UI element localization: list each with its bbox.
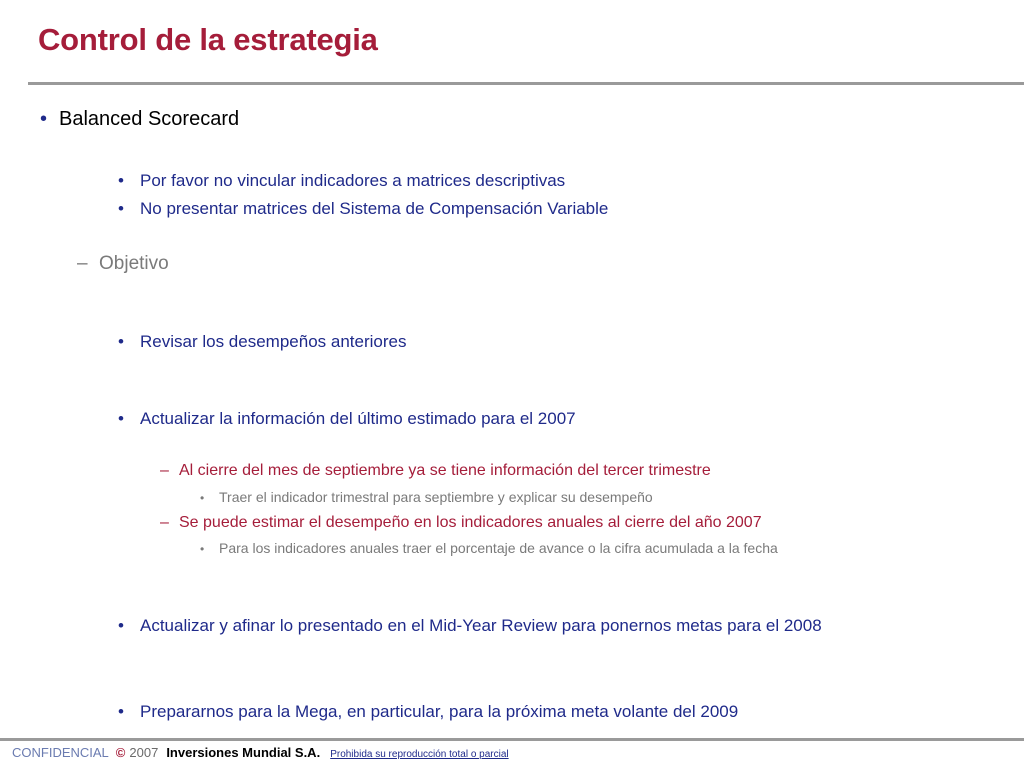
bullet-objective-2 bbox=[118, 409, 576, 429]
bullet-text: No presentar matrices del Sistema de Compensación Variable bbox=[140, 199, 609, 218]
bullet-text: Revisar los desempeños anteriores bbox=[140, 332, 407, 351]
bullet-text: Para los indicadores anuales traer el porcentaje de avance o la cifra acumulada a la fecha bbox=[219, 540, 778, 556]
dash-icon: – bbox=[77, 253, 88, 274]
footer-divider bbox=[0, 738, 1024, 741]
bullet-note-2 bbox=[118, 199, 608, 219]
dash-objective-2-sub-2 bbox=[160, 514, 762, 532]
dash-objective-2-sub-1 bbox=[160, 462, 711, 480]
bullet-balanced-scorecard bbox=[40, 108, 239, 131]
copyright-icon: © bbox=[115, 745, 126, 760]
bullet-dot-icon: • bbox=[118, 702, 124, 721]
dash-text: Al cierre del mes de septiembre ya se tiene información del tercer trimestre bbox=[179, 462, 711, 479]
bullet-text: Actualizar la información del último estimado para el 2007 bbox=[140, 409, 576, 428]
bullet-objective-1 bbox=[118, 332, 406, 352]
bullet-objective-4 bbox=[118, 702, 738, 722]
footer-company: Inversiones Mundial S.A. bbox=[166, 745, 321, 760]
title-divider bbox=[28, 82, 1024, 85]
bullet-dot-icon: • bbox=[118, 199, 124, 218]
bullet-objective-2-sub-1-detail bbox=[200, 489, 653, 505]
bullet-text: Traer el indicador trimestral para septiembre y explicar su desempeño bbox=[219, 489, 653, 505]
bullet-objective-3 bbox=[118, 616, 822, 636]
bullet-text: Actualizar y afinar lo presentado en el Mid-Year Review para ponernos metas para el 2008 bbox=[140, 616, 822, 635]
bullet-dot-icon: • bbox=[118, 616, 124, 635]
bullet-text: Balanced Scorecard bbox=[59, 108, 240, 130]
bullet-dot-icon: • bbox=[40, 108, 48, 130]
bullet-text: Por favor no vincular indicadores a matrices descriptivas bbox=[140, 171, 566, 190]
footer-confidential: CONFIDENCIAL bbox=[12, 745, 109, 760]
bullet-text: Prepararnos para la Mega, en particular, para la próxima meta volante del 2009 bbox=[140, 702, 739, 721]
footer-reproduction-note: Prohibida su reproducción total o parcial bbox=[330, 749, 509, 760]
footer bbox=[12, 745, 509, 760]
slide-title: Control de la estrategia bbox=[38, 22, 378, 57]
bullet-dot-icon: • bbox=[200, 542, 205, 556]
dash-text: Se puede estimar el desempeño en los indicadores anuales al cierre del año 2007 bbox=[179, 514, 762, 531]
dash-text: Objetivo bbox=[99, 253, 169, 274]
bullet-dot-icon: • bbox=[200, 491, 205, 505]
bullet-dot-icon: • bbox=[118, 409, 124, 428]
dash-objetivo bbox=[77, 253, 169, 275]
bullet-dot-icon: • bbox=[118, 171, 124, 190]
bullet-note-1 bbox=[118, 171, 565, 191]
bullet-dot-icon: • bbox=[118, 332, 124, 351]
bullet-objective-2-sub-2-detail bbox=[200, 540, 778, 556]
footer-year: 2007 bbox=[129, 745, 159, 760]
dash-icon: – bbox=[160, 462, 169, 479]
dash-icon: – bbox=[160, 514, 169, 531]
